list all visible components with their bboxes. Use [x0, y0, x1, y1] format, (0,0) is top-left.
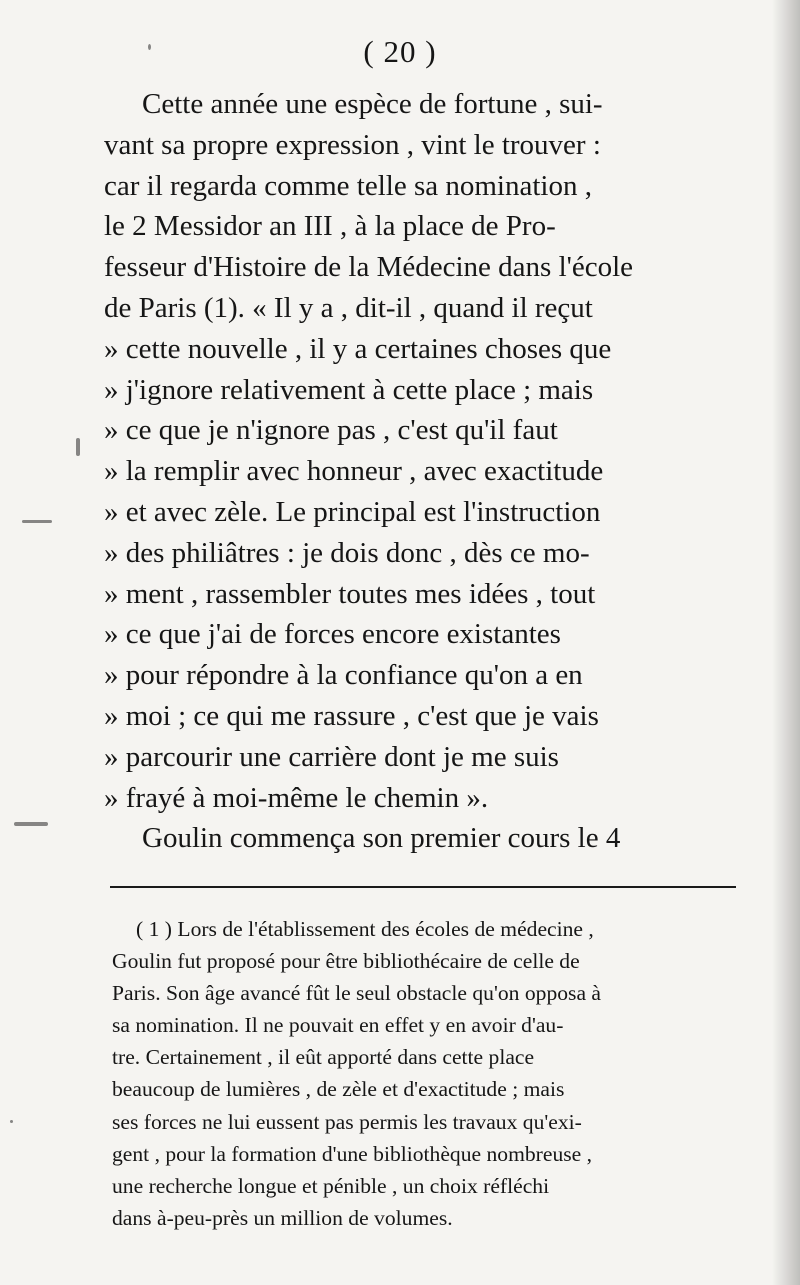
text-line: » la remplir avec honneur , avec exactitude [104, 455, 604, 488]
page-number: ( 20 ) [363, 34, 437, 69]
text-line: » pour répondre à la confiance qu'on a en [104, 659, 583, 692]
text-line: Goulin commença son premier cours le 4 [142, 822, 621, 855]
ink-speck [76, 438, 80, 456]
footnote-line: Paris. Son âge avancé fût le seul obstacle qu'on opposa à [112, 981, 602, 1006]
footnote [112, 913, 740, 1234]
text-line: fesseur d'Histoire de la Médecine dans l'école [104, 251, 634, 284]
page-edge-shadow [772, 0, 800, 1285]
text-line: » des philiâtres : je dois donc , dès ce mo- [104, 536, 590, 569]
footnote-line: ses forces ne lui eussent pas permis les travaux qu'exi- [112, 1109, 582, 1134]
ink-speck [10, 1120, 13, 1123]
text-line: Cette année une espèce de fortune , sui- [142, 88, 603, 120]
footnote-line: Goulin fut proposé pour être bibliothécaire de celle de [112, 949, 580, 974]
text-line: » cette nouvelle , il y a certaines choses que [104, 332, 612, 365]
text-line: » ce que je n'ignore pas , c'est qu'il faut [104, 414, 558, 447]
text-line: de Paris (1). « Il y a , dit-il , quand il reçut [104, 291, 593, 324]
main-text [104, 84, 736, 859]
ink-speck [14, 822, 48, 826]
text-line: » ce que j'ai de forces encore existantes [104, 618, 561, 651]
text-line: car il regarda comme telle sa nomination , [104, 169, 592, 202]
text-line: le 2 Messidor an III , à la place de Pro- [104, 210, 556, 243]
ink-speck [22, 520, 52, 523]
text-line: » frayé à moi-même le chemin ». [104, 781, 489, 814]
text-line: » moi ; ce qui me rassure , c'est que je vais [104, 699, 599, 732]
footnote-line: dans à-peu-près un million de volumes. [112, 1205, 453, 1230]
footnote-line: gent , pour la formation d'une bibliothèque nombreuse , [112, 1141, 593, 1166]
text-line: » parcourir une carrière dont je me suis [104, 740, 559, 773]
text-line: » ment , rassembler toutes mes idées , tout [104, 577, 596, 610]
text-line: » et avec zèle. Le principal est l'instruction [104, 495, 601, 528]
footnote-line: une recherche longue et pénible , un choix réfléchi [112, 1173, 550, 1198]
footnote-line: ( 1 ) Lors de l'établissement des écoles de médecine , [136, 917, 594, 941]
footnote-line: tre. Certainement , il eût apporté dans cette place [112, 1045, 535, 1070]
footnote-line: beaucoup de lumières , de zèle et d'exactitude ; mais [112, 1077, 565, 1102]
footnote-rule [110, 886, 736, 888]
text-line: » j'ignore relativement à cette place ; mais [104, 373, 594, 406]
footnote-line: sa nomination. Il ne pouvait en effet y en avoir d'au- [112, 1013, 564, 1038]
text-line: vant sa propre expression , vint le trouver : [104, 128, 601, 161]
